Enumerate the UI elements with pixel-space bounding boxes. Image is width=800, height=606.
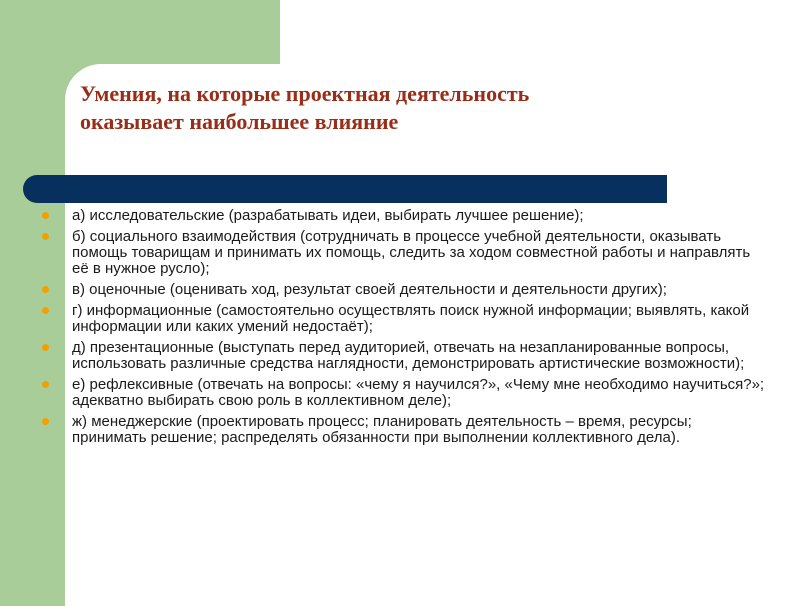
bullet-dot-icon: [42, 212, 49, 219]
skills-list: [42, 208, 767, 451]
list-item-text: ж) менеджерские (проектировать процесс; планировать деятельность – время, ресурсы; принимать решение; распределять обязанности при выполнении коллективного дела).: [72, 413, 692, 446]
bullet-dot-icon: [42, 418, 49, 425]
list-item: [42, 208, 767, 224]
list-item-text: б) социального взаимодействия (сотрудничать в процессе учебной деятельности, оказывать помощь товарищам и принимать их помощь, следить за ходом совместной работы и направлять её в нужное русло);: [72, 228, 751, 277]
list-item-text: е) рефлексивные (отвечать на вопросы: «чему я научился?», «Чему мне необходимо научиться?»; адекватно выбирать свою роль в коллективном деле);: [72, 376, 765, 409]
slide-title-line-1: Умения, на которые проектная деятельность: [80, 81, 530, 106]
slide-title-line-2: оказывает наибольшее влияние: [80, 109, 399, 134]
list-item: [42, 414, 767, 446]
list-item: [42, 229, 767, 277]
bullet-dot-icon: [42, 307, 49, 314]
bullet-dot-icon: [42, 233, 49, 240]
bullet-dot-icon: [42, 344, 49, 351]
list-item-text: в) оценочные (оценивать ход, результат своей деятельности и деятельности других);: [72, 281, 667, 298]
title-divider-bar: [23, 175, 667, 203]
bullet-dot-icon: [42, 286, 49, 293]
list-item: [42, 340, 767, 372]
list-item-text: а) исследовательские (разрабатывать идеи, выбирать лучшее решение);: [72, 207, 584, 224]
list-item-text: г) информационные (самостоятельно осуществлять поиск нужной информации; выявлять, какой информации или каких умений недостаёт);: [72, 302, 750, 335]
list-item-text: д) презентационные (выступать перед аудиторией, отвечать на незапланированные вопросы, использовать различные средства наглядности, демонстрировать артистические возможности);: [72, 339, 745, 372]
bullet-dot-icon: [42, 381, 49, 388]
slide-title: [80, 80, 680, 136]
list-item: [42, 377, 767, 409]
list-item: [42, 303, 767, 335]
list-item: [42, 282, 767, 298]
